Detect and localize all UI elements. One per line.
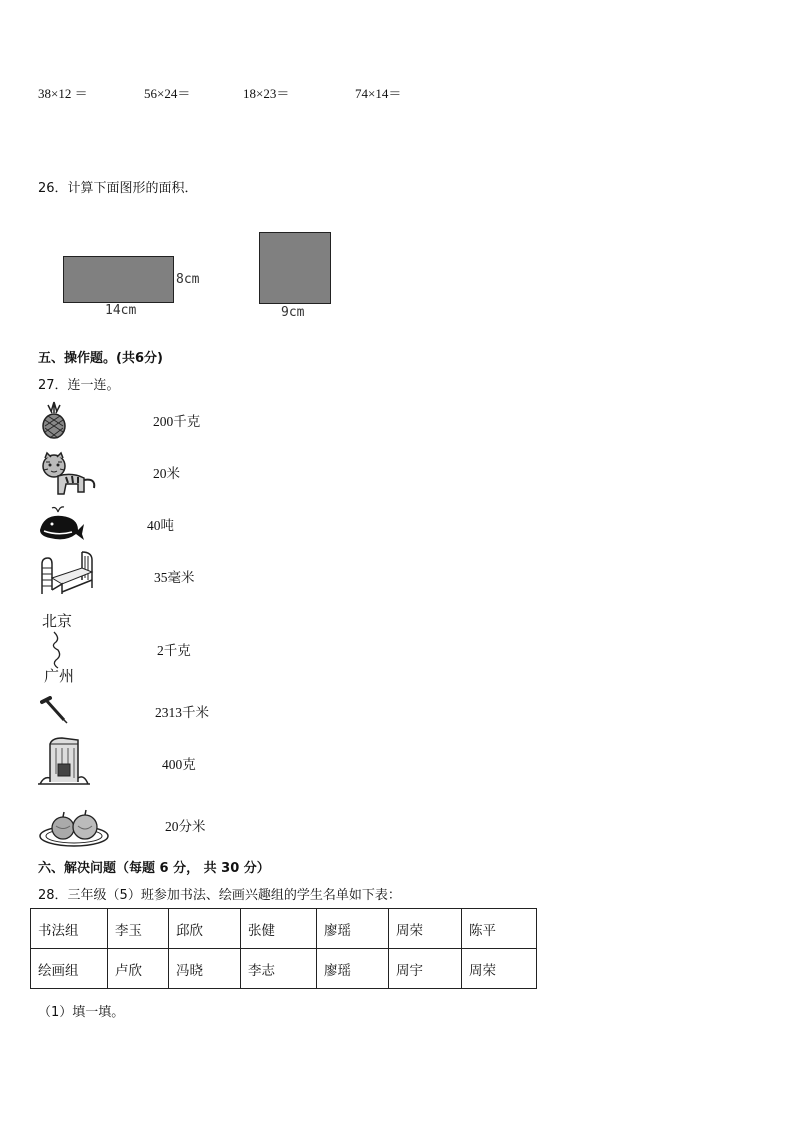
table-row xyxy=(31,909,537,949)
question-28-text: 28．三年级（5）班参加书法、绘画兴趣组的学生名单如下表： xyxy=(38,888,401,903)
section-6-heading: 六、解决问题（每题 6 分， 共 30 分） xyxy=(38,861,270,876)
calc-item-4: 74×14＝ xyxy=(355,86,402,101)
table-cell: 绘画组 xyxy=(31,949,108,989)
question-26-text: 26．计算下面图形的面积． xyxy=(38,181,198,196)
match-label-3: 40吨 xyxy=(147,518,174,533)
sub-question-1: （1）填一填。 xyxy=(38,1005,125,1020)
route-line-icon xyxy=(46,630,70,670)
pineapple-icon xyxy=(38,400,70,440)
match-label-7: 400克 xyxy=(162,757,196,772)
square-figure xyxy=(259,232,331,304)
beijing-guangzhou-map-icon xyxy=(40,610,84,688)
table-cell: 书法组 xyxy=(31,909,108,949)
table-cell: 陈平 xyxy=(462,909,537,949)
table-row xyxy=(31,949,537,989)
building-icon xyxy=(38,734,90,786)
map-beijing-label: 北京 xyxy=(42,612,73,630)
whale-icon xyxy=(38,504,86,542)
map-guangzhou-label: 广州 xyxy=(44,667,75,685)
match-label-1: 200千克 xyxy=(153,414,201,429)
rectangle-width-label: 14cm xyxy=(105,303,137,318)
table-cell: 周荣 xyxy=(389,909,462,949)
calc-item-1: 38×12 ＝ xyxy=(38,86,88,101)
table-cell: 张健 xyxy=(241,909,317,949)
table-cell: 李志 xyxy=(241,949,317,989)
square-side-label: 9cm xyxy=(281,305,305,320)
tiger-icon xyxy=(38,450,100,498)
table-cell: 廖瑶 xyxy=(317,909,389,949)
interest-group-table xyxy=(30,908,537,989)
table-cell: 李玉 xyxy=(108,909,169,949)
match-label-6: 2313千米 xyxy=(155,705,209,720)
question-27-text: 27．连一连。 xyxy=(38,378,120,393)
section-5-heading: 五、操作题。(共6分) xyxy=(38,351,163,366)
calc-item-3: 18×23＝ xyxy=(243,86,290,101)
match-label-2: 20米 xyxy=(153,466,180,481)
table-cell: 冯晓 xyxy=(169,949,241,989)
match-label-4: 35毫米 xyxy=(154,570,195,585)
table-cell: 邱欣 xyxy=(169,909,241,949)
table-cell: 卢欣 xyxy=(108,949,169,989)
rectangle-figure xyxy=(63,256,174,303)
match-label-5: 2千克 xyxy=(157,643,191,658)
nail-icon xyxy=(40,696,70,724)
apple-plate-icon xyxy=(38,806,110,848)
table-cell: 廖瑶 xyxy=(317,949,389,989)
table-cell: 周宇 xyxy=(389,949,462,989)
match-label-8: 20分米 xyxy=(165,819,206,834)
calc-item-2: 56×24＝ xyxy=(144,86,191,101)
rectangle-height-label: 8cm xyxy=(176,272,200,287)
table-cell: 周荣 xyxy=(462,949,537,989)
bed-icon xyxy=(38,550,96,598)
